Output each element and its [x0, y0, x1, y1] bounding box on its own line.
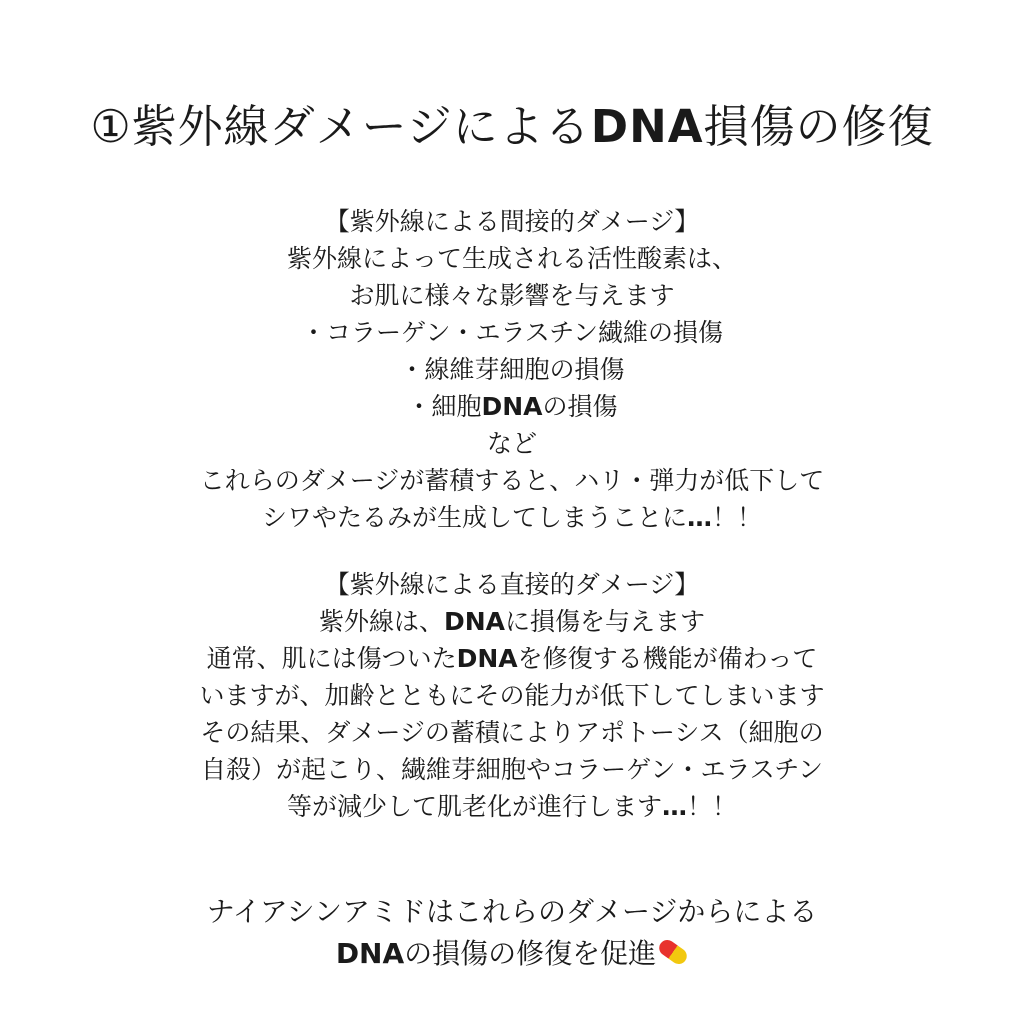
indirect-bullet-3 — [0, 388, 1024, 425]
pill-icon — [656, 937, 690, 967]
indirect-line-3: これらのダメージが蓄積すると、ハリ・弾力が低下して — [199, 466, 825, 495]
page-title — [0, 95, 1024, 159]
title-prefix: ①紫外線ダメージによる — [90, 100, 591, 153]
direct-line-1-prefix: 紫外線は、 — [318, 607, 444, 636]
direct-line-1 — [0, 603, 1024, 640]
indirect-damage-section — [0, 203, 1024, 536]
indirect-line-4-ellipsis: … — [687, 503, 712, 532]
conclusion-line-2-suffix: の損傷の修復を促進 — [404, 937, 657, 970]
direct-damage-section — [0, 566, 1024, 825]
title-suffix: 損傷の修復 — [703, 100, 934, 153]
direct-line-6-text: 等が減少して肌老化が進行します — [286, 792, 662, 821]
direct-line-2 — [0, 640, 1024, 677]
indirect-line-4-end: ！！ — [712, 503, 763, 532]
direct-line-6-ellipsis: … — [662, 792, 687, 821]
indirect-heading: 【紫外線による間接的ダメージ】 — [324, 207, 700, 236]
conclusion-dna: DNA — [335, 937, 405, 970]
direct-line-6 — [0, 788, 1024, 825]
direct-line-1-dna: DNA — [443, 607, 506, 636]
indirect-bullet-1: ・コラーゲン・エラスチン繊維の損傷 — [300, 318, 723, 347]
indirect-line-2: お肌に様々な影響を与えます — [349, 281, 675, 310]
indirect-bullet-2: ・線維芽細胞の損傷 — [399, 355, 625, 384]
conclusion-line-1: ナイアシンアミドはこれらのダメージからによる — [206, 895, 818, 928]
direct-heading: 【紫外線による直接的ダメージ】 — [324, 570, 700, 599]
conclusion-section — [0, 891, 1024, 975]
direct-line-6-end: ！！ — [687, 792, 738, 821]
direct-line-5: 自殺）が起こり、繊維芽細胞やコラーゲン・エラスチン — [200, 755, 823, 784]
title-dna: DNA — [590, 100, 704, 153]
indirect-line-4-text: シワやたるみが生成してしまうことに — [261, 503, 687, 532]
indirect-line-4 — [0, 499, 1024, 536]
direct-line-2-dna: DNA — [456, 644, 518, 673]
direct-line-2-prefix: 通常、肌には傷ついた — [206, 644, 457, 673]
indirect-line-1: 紫外線によって生成される活性酸素は、 — [286, 244, 737, 273]
direct-line-1-suffix: に損傷を与えます — [505, 607, 706, 636]
direct-line-3: いますが、加齢とともにその能力が低下してしまいます — [199, 681, 825, 710]
indirect-etc: など — [486, 429, 537, 458]
indirect-bullet-3-suffix: の損傷 — [542, 392, 618, 421]
conclusion-line-2 — [0, 933, 1024, 975]
indirect-bullet-3-prefix: ・細胞 — [406, 392, 482, 421]
direct-line-2-suffix: を修復する機能が備わって — [517, 644, 818, 673]
indirect-bullet-3-dna: DNA — [481, 392, 543, 421]
direct-line-4: その結果、ダメージの蓄積によりアポトーシス（細胞の — [200, 718, 824, 747]
